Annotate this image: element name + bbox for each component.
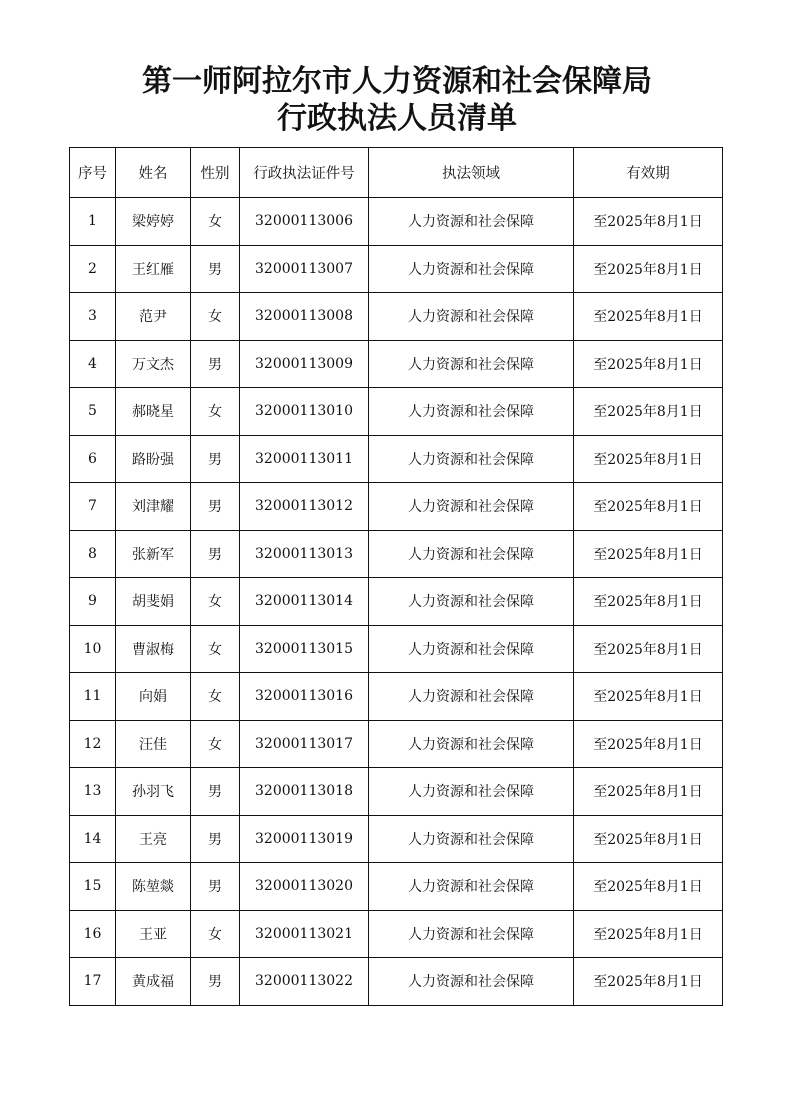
cell-gender: 女 [191, 910, 240, 958]
cell-validity: 至2025年8月1日 [574, 388, 723, 436]
cell-gender: 女 [191, 673, 240, 721]
cell-gender: 女 [191, 198, 240, 246]
cell-name: 刘津耀 [116, 483, 191, 531]
cell-name: 王红雁 [116, 245, 191, 293]
cell-gender: 女 [191, 388, 240, 436]
cell-certificate-number: 32000113011 [240, 435, 369, 483]
cell-certificate-number: 32000113017 [240, 720, 369, 768]
cell-index: 6 [70, 435, 116, 483]
cell-gender: 男 [191, 958, 240, 1006]
cell-validity: 至2025年8月1日 [574, 958, 723, 1006]
cell-certificate-number: 32000113014 [240, 578, 369, 626]
cell-index: 3 [70, 293, 116, 341]
cell-index: 11 [70, 673, 116, 721]
cell-name: 张新军 [116, 530, 191, 578]
header-certificate-number: 行政执法证件号 [240, 148, 369, 198]
cell-name: 万文杰 [116, 340, 191, 388]
cell-validity: 至2025年8月1日 [574, 720, 723, 768]
personnel-table [69, 147, 723, 1006]
table-row [70, 625, 723, 673]
table-row [70, 673, 723, 721]
cell-enforcement-field: 人力资源和社会保障 [369, 625, 574, 673]
cell-name: 胡斐娟 [116, 578, 191, 626]
cell-gender: 男 [191, 815, 240, 863]
cell-gender: 男 [191, 530, 240, 578]
cell-index: 12 [70, 720, 116, 768]
table-row [70, 388, 723, 436]
cell-name: 陈堃燚 [116, 863, 191, 911]
cell-certificate-number: 32000113018 [240, 768, 369, 816]
cell-certificate-number: 32000113006 [240, 198, 369, 246]
cell-index: 7 [70, 483, 116, 531]
page-title: 第一师阿拉尔市人力资源和社会保障局 [142, 64, 652, 99]
cell-certificate-number: 32000113012 [240, 483, 369, 531]
header-validity: 有效期 [574, 148, 723, 198]
cell-index: 16 [70, 910, 116, 958]
cell-gender: 女 [191, 578, 240, 626]
cell-index: 9 [70, 578, 116, 626]
cell-validity: 至2025年8月1日 [574, 245, 723, 293]
table-row [70, 483, 723, 531]
cell-enforcement-field: 人力资源和社会保障 [369, 245, 574, 293]
table-row [70, 720, 723, 768]
cell-name: 梁婷婷 [116, 198, 191, 246]
cell-index: 2 [70, 245, 116, 293]
cell-enforcement-field: 人力资源和社会保障 [369, 863, 574, 911]
cell-index: 10 [70, 625, 116, 673]
cell-enforcement-field: 人力资源和社会保障 [369, 198, 574, 246]
cell-validity: 至2025年8月1日 [574, 768, 723, 816]
cell-gender: 女 [191, 625, 240, 673]
table-row [70, 293, 723, 341]
cell-enforcement-field: 人力资源和社会保障 [369, 815, 574, 863]
cell-certificate-number: 32000113013 [240, 530, 369, 578]
cell-enforcement-field: 人力资源和社会保障 [369, 340, 574, 388]
table-row [70, 863, 723, 911]
page-subtitle: 行政执法人员清单 [277, 101, 517, 136]
cell-validity: 至2025年8月1日 [574, 483, 723, 531]
cell-enforcement-field: 人力资源和社会保障 [369, 578, 574, 626]
cell-certificate-number: 32000113015 [240, 625, 369, 673]
cell-gender: 男 [191, 863, 240, 911]
cell-index: 8 [70, 530, 116, 578]
cell-name: 曹淑梅 [116, 625, 191, 673]
cell-validity: 至2025年8月1日 [574, 815, 723, 863]
cell-validity: 至2025年8月1日 [574, 293, 723, 341]
cell-gender: 男 [191, 340, 240, 388]
table-row [70, 530, 723, 578]
cell-index: 1 [70, 198, 116, 246]
table-row [70, 340, 723, 388]
cell-certificate-number: 32000113007 [240, 245, 369, 293]
cell-validity: 至2025年8月1日 [574, 530, 723, 578]
cell-index: 15 [70, 863, 116, 911]
cell-name: 向娟 [116, 673, 191, 721]
cell-gender: 男 [191, 483, 240, 531]
table-row [70, 768, 723, 816]
cell-name: 汪佳 [116, 720, 191, 768]
cell-certificate-number: 32000113020 [240, 863, 369, 911]
cell-enforcement-field: 人力资源和社会保障 [369, 435, 574, 483]
cell-validity: 至2025年8月1日 [574, 578, 723, 626]
cell-validity: 至2025年8月1日 [574, 673, 723, 721]
cell-gender: 男 [191, 435, 240, 483]
cell-validity: 至2025年8月1日 [574, 435, 723, 483]
cell-enforcement-field: 人力资源和社会保障 [369, 530, 574, 578]
cell-certificate-number: 32000113010 [240, 388, 369, 436]
table-row [70, 815, 723, 863]
table-row [70, 198, 723, 246]
cell-index: 5 [70, 388, 116, 436]
cell-certificate-number: 32000113016 [240, 673, 369, 721]
header-gender: 性别 [191, 148, 240, 198]
cell-enforcement-field: 人力资源和社会保障 [369, 720, 574, 768]
cell-certificate-number: 32000113009 [240, 340, 369, 388]
cell-name: 王亮 [116, 815, 191, 863]
cell-enforcement-field: 人力资源和社会保障 [369, 388, 574, 436]
cell-gender: 男 [191, 245, 240, 293]
table-row [70, 435, 723, 483]
cell-name: 孙羽飞 [116, 768, 191, 816]
cell-index: 13 [70, 768, 116, 816]
cell-validity: 至2025年8月1日 [574, 910, 723, 958]
cell-gender: 男 [191, 768, 240, 816]
header-enforcement-field: 执法领域 [369, 148, 574, 198]
cell-validity: 至2025年8月1日 [574, 198, 723, 246]
cell-enforcement-field: 人力资源和社会保障 [369, 673, 574, 721]
cell-enforcement-field: 人力资源和社会保障 [369, 910, 574, 958]
table-header-row [70, 148, 723, 198]
cell-index: 17 [70, 958, 116, 1006]
table-row [70, 245, 723, 293]
table-row [70, 910, 723, 958]
table-row [70, 578, 723, 626]
cell-certificate-number: 32000113008 [240, 293, 369, 341]
cell-index: 4 [70, 340, 116, 388]
cell-index: 14 [70, 815, 116, 863]
cell-certificate-number: 32000113021 [240, 910, 369, 958]
cell-name: 王亚 [116, 910, 191, 958]
cell-enforcement-field: 人力资源和社会保障 [369, 958, 574, 1006]
cell-name: 郝晓星 [116, 388, 191, 436]
cell-enforcement-field: 人力资源和社会保障 [369, 293, 574, 341]
cell-name: 黄成福 [116, 958, 191, 1006]
cell-certificate-number: 32000113019 [240, 815, 369, 863]
header-index: 序号 [70, 148, 116, 198]
table-row [70, 958, 723, 1006]
cell-enforcement-field: 人力资源和社会保障 [369, 483, 574, 531]
cell-validity: 至2025年8月1日 [574, 863, 723, 911]
cell-enforcement-field: 人力资源和社会保障 [369, 768, 574, 816]
cell-name: 路盼强 [116, 435, 191, 483]
header-name: 姓名 [116, 148, 191, 198]
cell-name: 范尹 [116, 293, 191, 341]
cell-certificate-number: 32000113022 [240, 958, 369, 1006]
cell-validity: 至2025年8月1日 [574, 340, 723, 388]
cell-gender: 女 [191, 293, 240, 341]
cell-gender: 女 [191, 720, 240, 768]
cell-validity: 至2025年8月1日 [574, 625, 723, 673]
